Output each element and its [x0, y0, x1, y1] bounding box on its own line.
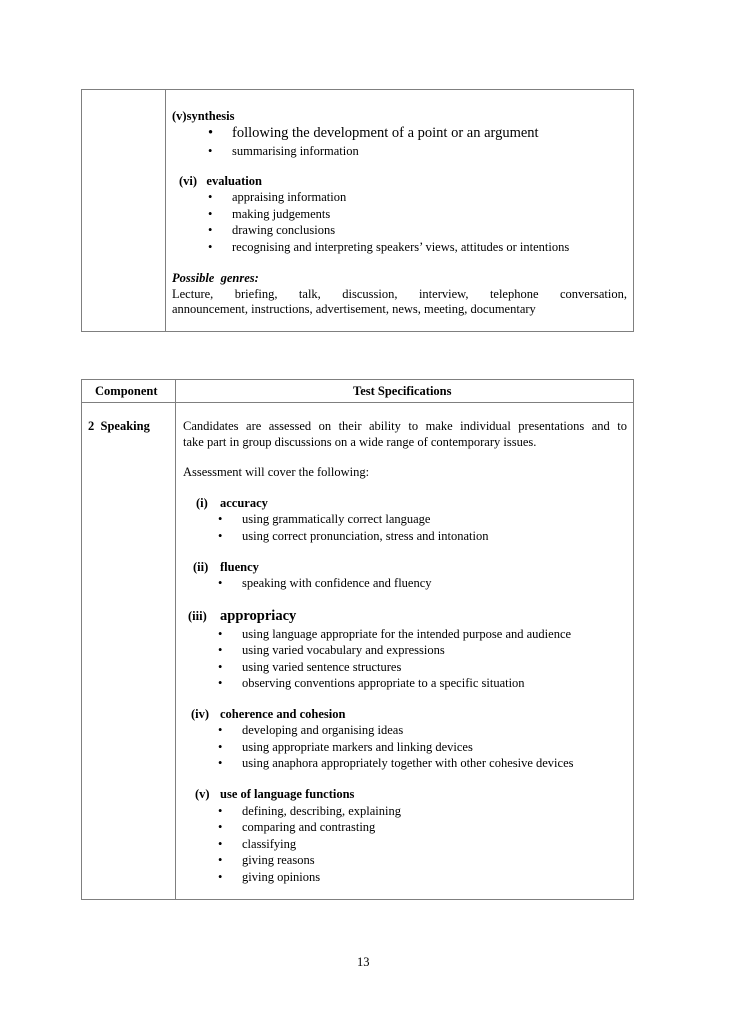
list-item: • using anaphora appropriately together with other cohesive devices	[242, 755, 573, 771]
section-number: (v)	[195, 787, 210, 801]
list-item: • developing and organising ideas	[242, 722, 403, 738]
list-item: • using appropriate markers and linking devices	[242, 739, 473, 755]
synthesis-heading: (v)synthesis	[172, 109, 235, 123]
component-speaking: 2 Speaking	[88, 419, 150, 433]
section-title-appropriacy: appropriacy	[220, 608, 297, 624]
list-item: • appraising information	[232, 189, 346, 205]
list-item: • classifying	[242, 836, 296, 852]
section-number: (ii)	[193, 560, 209, 574]
section-title-fluency: fluency	[220, 560, 259, 574]
assessment-coverage: Assessment will cover the following:	[183, 465, 370, 479]
list-item: • making judgements	[232, 206, 330, 222]
list-item: • drawing conclusions	[232, 222, 335, 238]
list-item: • recognising and interpreting speakers’ views, attitudes or intentions	[232, 239, 569, 255]
genres-line-2: announcement, instructions, advertisement, news, meeting, documentary	[172, 302, 536, 316]
list-item: • observing conventions appropriate to a specific situation	[242, 675, 525, 691]
genres-label: Possible genres:	[172, 271, 259, 285]
speaking-intro-line-2: take part in group discussions on a wide range of contemporary issues.	[183, 435, 537, 449]
list-item: • speaking with confidence and fluency	[242, 575, 432, 591]
list-item: • giving reasons	[242, 852, 315, 868]
list-item: • giving opinions	[242, 869, 320, 885]
table1-column-divider	[165, 89, 166, 332]
table2-header-divider	[81, 402, 634, 403]
evaluation-heading: (vi) evaluation	[179, 174, 262, 188]
list-item: • using language appropriate for the intended purpose and audience	[242, 626, 571, 642]
genres-line-1: Lecture, briefing, talk, discussion, interview, telephone conversation,	[172, 287, 627, 301]
list-item: • defining, describing, explaining	[242, 803, 401, 819]
section-number: (iii)	[188, 609, 207, 623]
page-number: 13	[357, 955, 370, 969]
list-item: • using grammatically correct language	[242, 511, 430, 527]
header-component: Component	[95, 384, 158, 398]
table2-column-divider	[175, 379, 176, 900]
list-item: • using varied sentence structures	[242, 659, 401, 675]
header-test-specifications: Test Specifications	[353, 384, 452, 398]
list-item: • using varied vocabulary and expressions	[242, 642, 445, 658]
list-item: • comparing and contrasting	[242, 819, 375, 835]
section-title-accuracy: accuracy	[220, 496, 268, 510]
list-item: • using correct pronunciation, stress and intonation	[242, 528, 488, 544]
section-title-coherence: coherence and cohesion	[220, 707, 346, 721]
section-number: (i)	[196, 496, 208, 510]
section-number: (iv)	[191, 707, 210, 721]
speaking-intro-line-1: Candidates are assessed on their ability to make individual presentations and to	[183, 419, 627, 433]
list-item: • following the development of a point or an argument	[232, 125, 539, 141]
list-item: • summarising information	[232, 143, 359, 159]
section-title-language-functions: use of language functions	[220, 787, 355, 801]
